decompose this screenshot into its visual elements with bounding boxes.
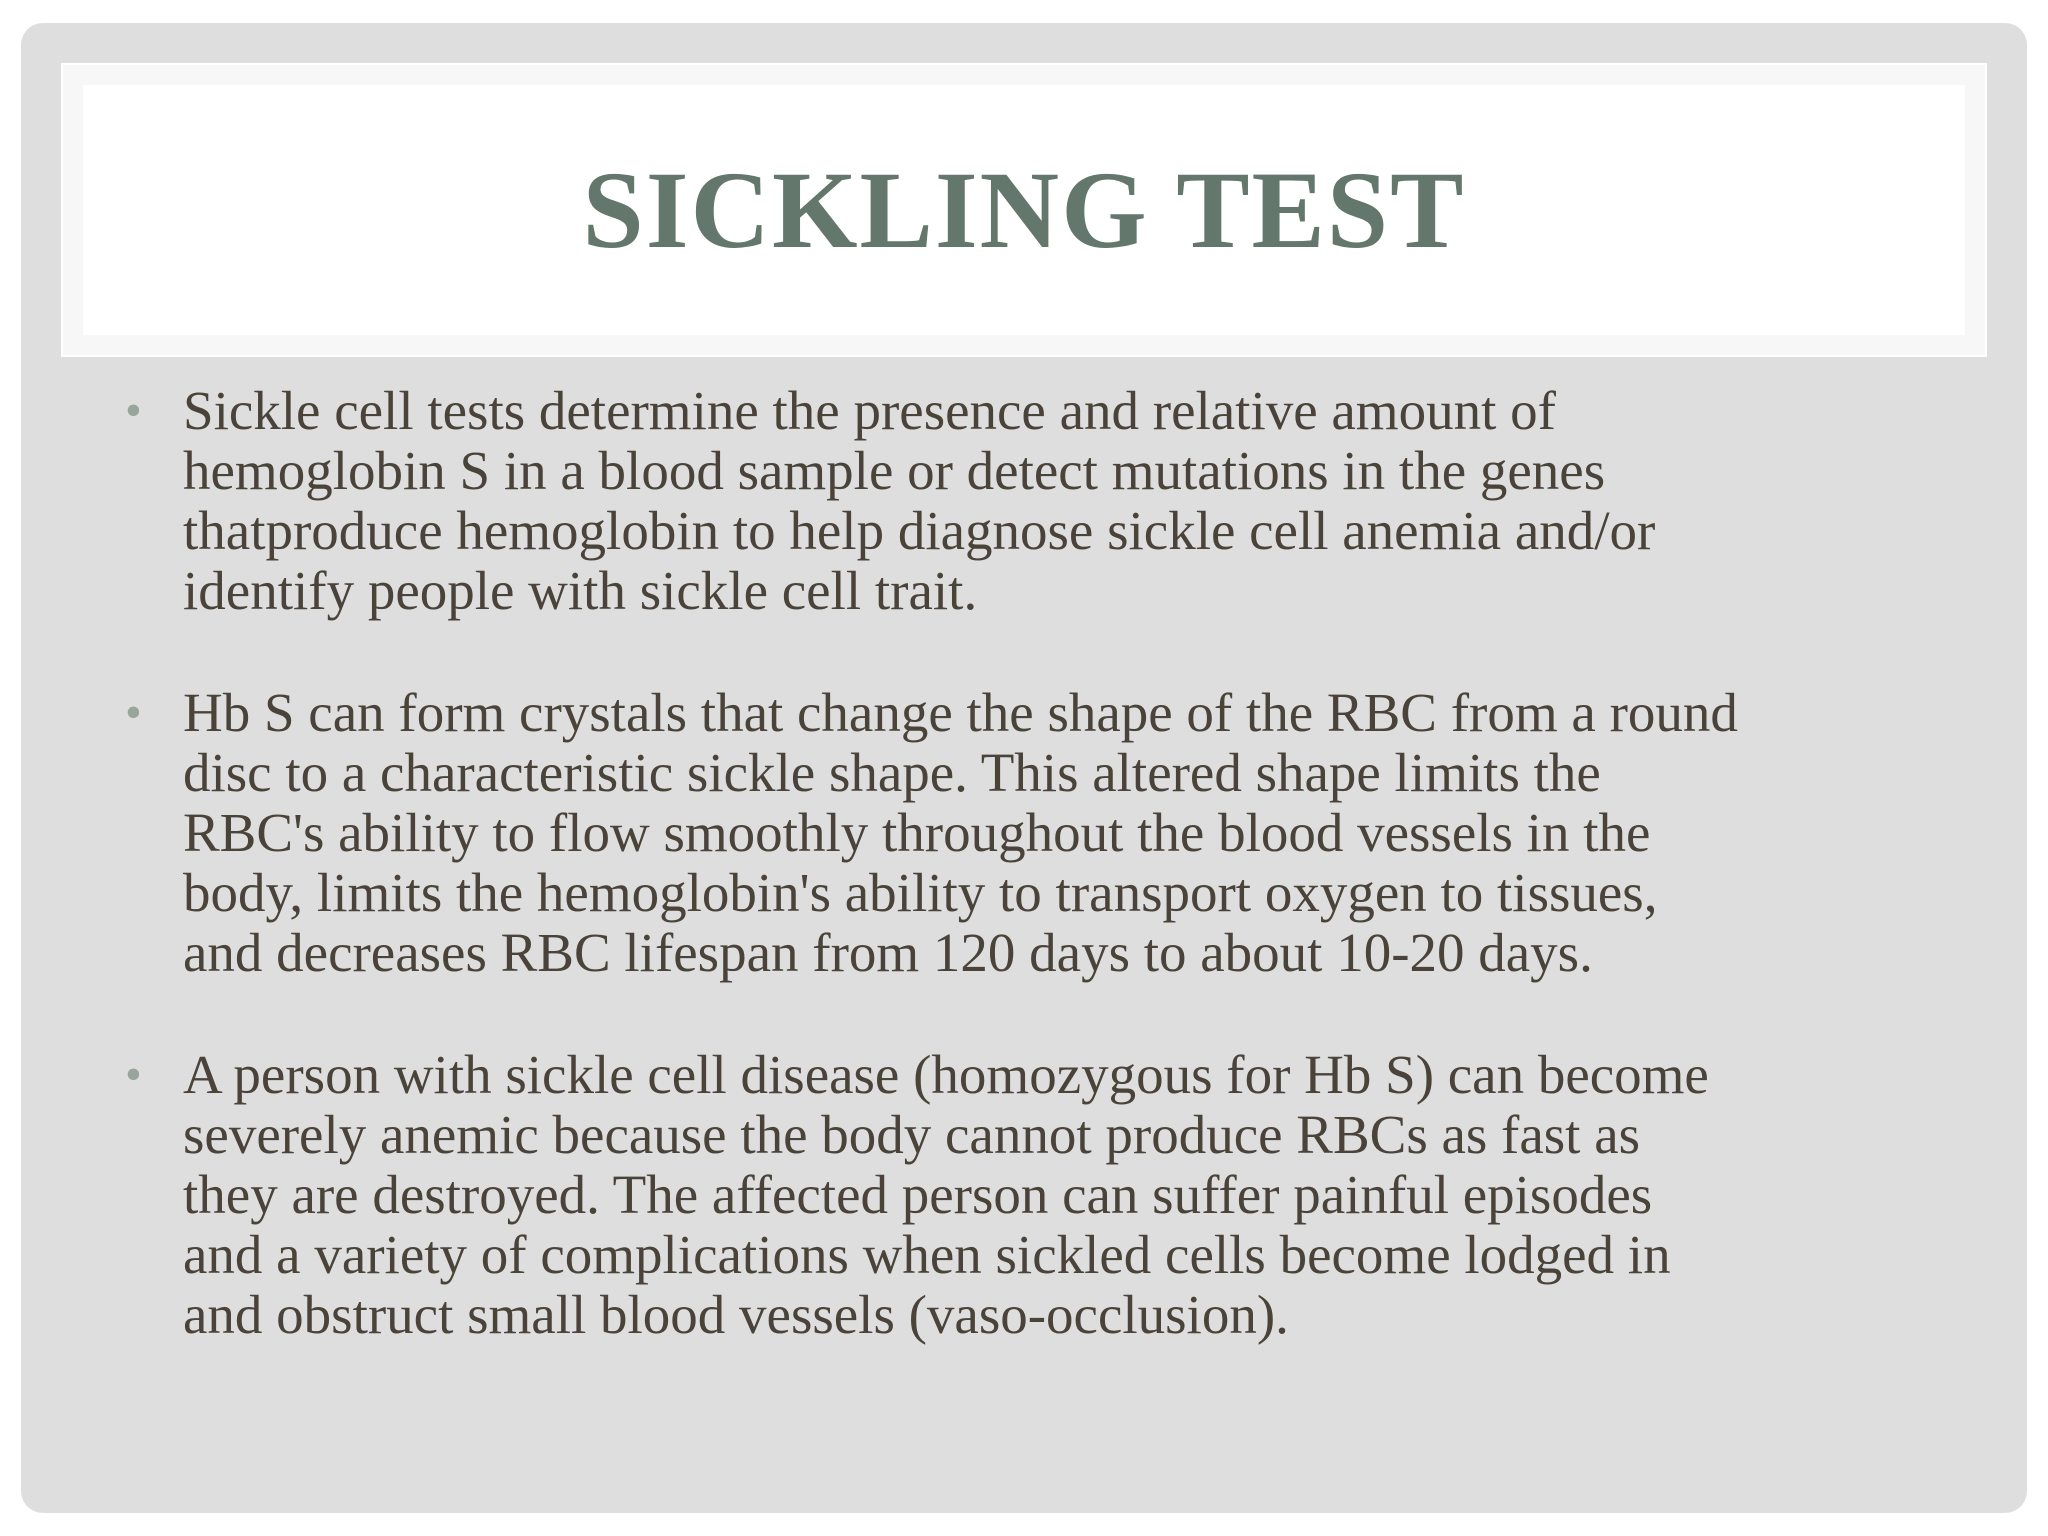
title-panel [61,63,1987,357]
bullet-item [125,381,2005,621]
bullet-icon: • [125,686,142,739]
slide-title: SICKLING TEST [582,149,1466,271]
bullet-text: Sickle cell tests determine the presence and relative amount of hemoglobin S in a blood sample or detect mutations in the genes thatproduce hemoglobin to help diagnose sickle cell anemia and/or identify people with sickle cell trait. [183,380,1656,621]
bullet-item [125,683,2005,983]
bullet-text: A person with sickle cell disease (homozygous for Hb S) can become severely anemic because the body cannot produce RBCs as fast as they are destroyed. The affected person can suffer painful episodes and a variety of complications when sickled cells become lodged in and obstruct small blood vessels (vaso-occlusion). [183,1044,1709,1345]
bullet-item [125,1045,2005,1345]
bullet-list [125,381,2005,1407]
bullet-icon: • [125,1048,142,1101]
bullet-icon: • [125,384,142,437]
slide [21,23,2027,1513]
bullet-text: Hb S can form crystals that change the shape of the RBC from a round disc to a characteristic sickle shape. This altered shape limits the RBC's ability to flow smoothly throughout the blood vessels in the body, limits the hemoglobin's ability to transport oxygen to tissues, and decreases RBC lifespan from 120 days to about 10-20 days. [183,682,1738,983]
title-panel-inner [83,85,1965,335]
